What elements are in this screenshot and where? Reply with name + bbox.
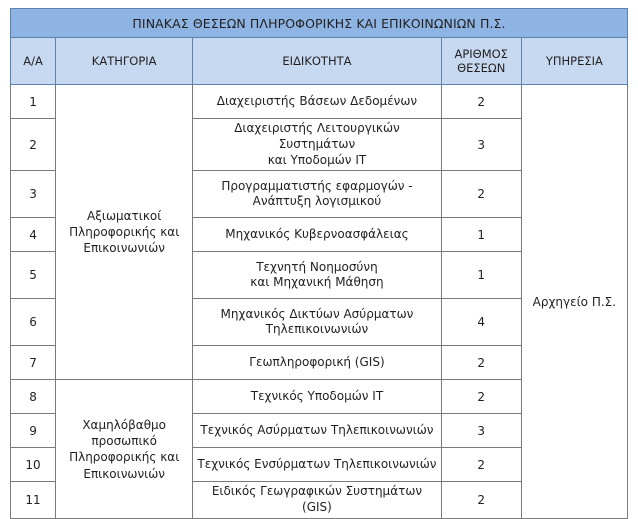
positions-table bbox=[10, 8, 628, 519]
column-header-specialty: ΕΙΔΙΚΟΤΗΤΑ bbox=[193, 38, 441, 85]
positions-count: 2 bbox=[441, 448, 521, 482]
column-header-number-line1: ΑΡΙΘΜΟΣ bbox=[454, 46, 508, 61]
row-number: 6 bbox=[11, 299, 56, 346]
specialty-cell bbox=[193, 380, 441, 414]
positions-count: 1 bbox=[441, 252, 521, 299]
specialty-cell bbox=[193, 346, 441, 380]
specialty-cell bbox=[193, 85, 441, 119]
category-label-line1: Αξιωματικοί bbox=[87, 208, 162, 223]
row-number: 2 bbox=[11, 119, 56, 171]
column-header-number-line2: ΘΕΣΕΩΝ bbox=[457, 61, 506, 75]
table-title-row bbox=[11, 9, 628, 38]
row-number: 1 bbox=[11, 85, 56, 119]
positions-count: 4 bbox=[441, 299, 521, 346]
category-label-line3: Επικοινωνιών bbox=[83, 241, 165, 256]
category-cell-junior-staff bbox=[56, 380, 193, 519]
category-label-line4: Επικοινωνιών bbox=[83, 466, 165, 481]
row-number: 5 bbox=[11, 252, 56, 299]
specialty-line2: και Υποδομών ΙΤ bbox=[267, 152, 367, 167]
specialty-line1: Τεχνικός Υποδομών ΙΤ bbox=[250, 389, 384, 404]
table-title: ΠΙΝΑΚΑΣ ΘΕΣΕΩΝ ΠΛΗΡΟΦΟΡΙΚΗΣ ΚΑΙ ΕΠΙΚΟΙΝΩΝΙΩΝ Π.Σ. bbox=[11, 9, 628, 38]
positions-count: 2 bbox=[441, 85, 521, 119]
specialty-line1: Τεχνικός Ενσύρματων Τηλεπικοινωνιών bbox=[197, 457, 437, 472]
specialty-cell bbox=[193, 218, 441, 252]
specialty-line2: Τηλεπικοινωνιών bbox=[265, 322, 369, 337]
specialty-line1: Τεχνητή Νοημοσύνη bbox=[256, 259, 378, 274]
specialty-line1: Μηχανικός Δικτύων Ασύρματων bbox=[220, 306, 414, 321]
row-number: 3 bbox=[11, 171, 56, 218]
column-header-service: ΥΠΗΡΕΣΙΑ bbox=[521, 38, 627, 85]
category-label-line1: Χαμηλόβαθμο bbox=[82, 417, 167, 432]
row-number: 10 bbox=[11, 448, 56, 482]
specialty-line1: Διαχειριστής Λειτουργικών Συστημάτων bbox=[234, 121, 400, 151]
row-number: 4 bbox=[11, 218, 56, 252]
positions-count: 3 bbox=[441, 414, 521, 448]
specialty-line1: Μηχανικός Κυβερνοασφάλειας bbox=[225, 227, 409, 242]
row-number: 8 bbox=[11, 380, 56, 414]
column-header-aa: Α/Α bbox=[11, 38, 56, 85]
specialty-cell bbox=[193, 299, 441, 346]
specialty-cell bbox=[193, 482, 441, 519]
category-label-line2: Πληροφορικής και bbox=[69, 225, 180, 240]
row-number: 9 bbox=[11, 414, 56, 448]
specialty-line2: Ανάπτυξη λογισμικού bbox=[252, 194, 382, 209]
category-label-line2: προσωπικό bbox=[91, 434, 157, 449]
column-header-category: ΚΑΤΗΓΟΡΙΑ bbox=[56, 38, 193, 85]
positions-count: 2 bbox=[441, 171, 521, 218]
positions-count: 2 bbox=[441, 482, 521, 519]
specialty-cell bbox=[193, 448, 441, 482]
positions-count: 2 bbox=[441, 346, 521, 380]
table-row bbox=[11, 85, 628, 119]
service-cell: Αρχηγείο Π.Σ. bbox=[521, 85, 627, 519]
specialty-line1: Γεωπληροφορική (GIS) bbox=[249, 355, 385, 370]
specialty-cell bbox=[193, 414, 441, 448]
specialty-line1: Τεχνικός Ασύρματων Τηλεπικοινωνιών bbox=[200, 423, 434, 438]
positions-table-container bbox=[10, 8, 628, 519]
category-label-line3: Πληροφορικής και bbox=[69, 450, 180, 465]
specialty-cell bbox=[193, 119, 441, 171]
table-header-row bbox=[11, 38, 628, 85]
positions-count: 1 bbox=[441, 218, 521, 252]
positions-count: 3 bbox=[441, 119, 521, 171]
specialty-cell bbox=[193, 171, 441, 218]
column-header-number-of-positions bbox=[441, 38, 521, 85]
category-cell-officers bbox=[56, 85, 193, 380]
row-number: 7 bbox=[11, 346, 56, 380]
specialty-line1: Διαχειριστής Βάσεων Δεδομένων bbox=[216, 93, 418, 108]
positions-count: 2 bbox=[441, 380, 521, 414]
specialty-line2: και Μηχανική Μάθηση bbox=[250, 275, 384, 290]
row-number: 11 bbox=[11, 482, 56, 519]
specialty-line1: Προγραμματιστής εφαρμογών - bbox=[221, 178, 413, 193]
specialty-line1: Ειδικός Γεωγραφικών Συστημάτων (GIS) bbox=[211, 484, 423, 515]
specialty-cell bbox=[193, 252, 441, 299]
